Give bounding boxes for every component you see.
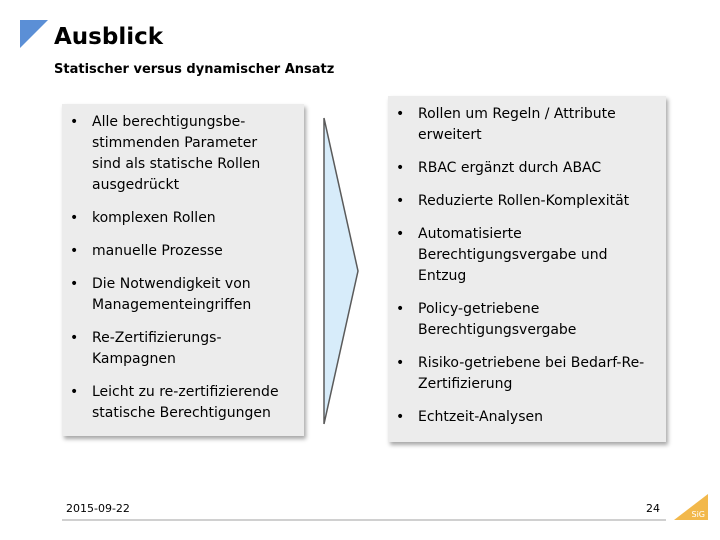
- list-item-text: Alle berechtigungsbe-stimmenden Parameter sind als statische Rollen ausgedrückt: [92, 114, 261, 193]
- list-item-text: komplexen Rollen: [92, 210, 216, 226]
- list-item: [68, 382, 296, 424]
- list-item: [394, 224, 656, 287]
- bullet-icon: •: [70, 330, 79, 346]
- corner-triangle-icon: [20, 20, 48, 48]
- list-item-text: Leicht zu re-zertifizierende statische Berechtigungen: [92, 384, 279, 421]
- list-item-text: Die Notwendigkeit von Managementeingriffen: [92, 276, 252, 313]
- bullet-icon: •: [396, 226, 405, 242]
- list-item-text: Re-Zertifizierungs-Kampagnen: [92, 330, 222, 367]
- footer-divider: [62, 519, 666, 521]
- logo-text: SiG: [691, 510, 705, 519]
- list-item: [394, 158, 656, 179]
- bullet-icon: •: [396, 301, 405, 317]
- list-item-text: manuelle Prozesse: [92, 243, 223, 259]
- list-item: [394, 104, 656, 146]
- list-item-text: Risiko-getriebene bei Bedarf-Re-Zertifizierung: [418, 355, 645, 392]
- bullet-icon: •: [396, 409, 405, 425]
- list-item: [394, 353, 656, 395]
- static-approach-list: [68, 112, 296, 424]
- list-item: [68, 241, 296, 262]
- list-item-text: Reduzierte Rollen-Komplexität: [418, 193, 630, 209]
- bullet-icon: •: [70, 243, 79, 259]
- list-item: [68, 274, 296, 316]
- bullet-icon: •: [70, 210, 79, 226]
- bullet-icon: •: [70, 276, 79, 292]
- list-item-text: Automatisierte Berechtigungsvergabe und Entzug: [418, 226, 608, 284]
- bullet-icon: •: [396, 160, 405, 176]
- bullet-icon: •: [70, 114, 79, 130]
- bullet-icon: •: [70, 384, 79, 400]
- slide-subtitle: Statischer versus dynamischer Ansatz: [54, 62, 335, 77]
- transition-arrow-icon: [320, 116, 362, 426]
- list-item-text: Rollen um Regeln / Attribute erweitert: [418, 106, 616, 143]
- list-item: [68, 328, 296, 370]
- list-item-text: Echtzeit-Analysen: [418, 409, 543, 425]
- list-item-text: Policy-getriebene Berechtigungsvergabe: [418, 301, 577, 338]
- list-item: [394, 299, 656, 341]
- list-item: [68, 208, 296, 229]
- list-item-text: RBAC ergänzt durch ABAC: [418, 160, 602, 176]
- slide-title: Ausblick: [54, 24, 164, 50]
- footer-date: 2015-09-22: [66, 502, 130, 515]
- list-item: [394, 407, 656, 428]
- list-item: [68, 112, 296, 196]
- static-approach-panel: [62, 104, 304, 436]
- bullet-icon: •: [396, 106, 405, 122]
- list-item: [394, 191, 656, 212]
- bullet-icon: •: [396, 355, 405, 371]
- dynamic-approach-list: [394, 104, 656, 428]
- page-number: 24: [646, 502, 660, 515]
- bullet-icon: •: [396, 193, 405, 209]
- company-logo-icon: [672, 492, 710, 522]
- dynamic-approach-panel: [388, 96, 666, 442]
